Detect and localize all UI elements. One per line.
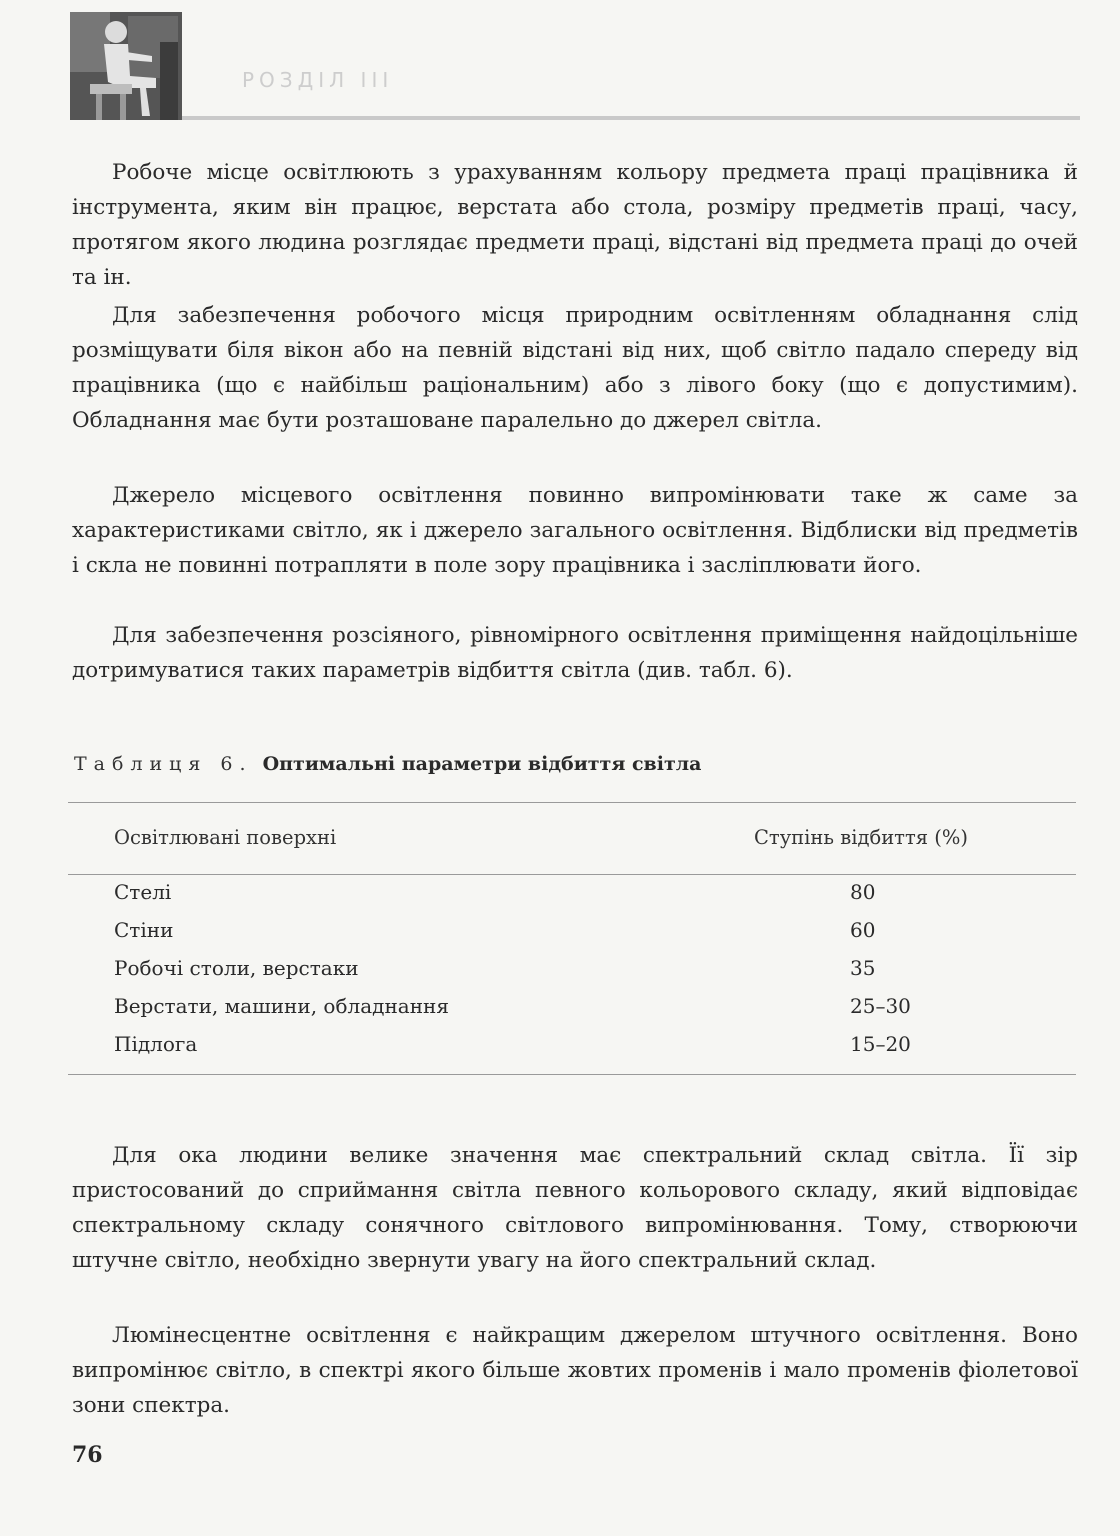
table-cell-surface: Робочі столи, верстаки [114,956,359,980]
page-number: 76 [72,1442,103,1468]
page-header [70,12,1080,122]
table-cell-value: 25–30 [850,994,911,1018]
table-header-reflection: Ступінь відбиття (%) [754,826,969,849]
table-rule-header [68,874,1076,875]
table-row [68,876,1076,914]
table-caption [74,753,701,775]
table-caption-label: Таблиця 6. [74,753,253,775]
paragraph: Для ока людини велике значення має спектральний склад світла. Її зір пристосований до сприймання світла певного кольорового складу, який відповідає спектральному складу сонячного світлового випромінювання. Тому, створюючи штучне світло, необхідно звернути увагу на його спектральний склад. [72,1143,1078,1273]
table-cell-value: 35 [850,956,876,980]
paragraph: Для забезпечення розсіяного, рівномірного освітлення приміщення найдоцільніше дотримуватися таких параметрів відбиття світла (див. табл. 6). [72,623,1078,683]
table-cell-value: 60 [850,918,876,942]
paragraph: Робоче місце освітлюють з урахуванням кольору предмета праці працівника й інструмента, яким він працює, верстата або стола, розміру предметів праці, часу, протягом якого людина розглядає предмети праці, відстані від предмета праці до очей та ін. [72,160,1078,290]
reflection-table [68,802,1076,1076]
table-rule-bottom [68,1074,1076,1075]
table-row [68,990,1076,1028]
paragraph: Для забезпечення робочого місця природним освітленням обладнання слід розміщувати біля вікон або на певній відстані від них, щоб світло падало спереду від працівника (що є найбільш раціональним) або з лівого боку (що є допустимим). Обладнання має бути розташоване паралельно до джерел світла. [72,303,1078,433]
table-row [68,914,1076,952]
table-rule-top [68,802,1076,803]
table-cell-surface: Стелі [114,880,172,904]
table-cell-value: 80 [850,880,876,904]
table-cell-surface: Верстати, машини, обладнання [114,994,449,1018]
table-body [68,876,1076,1066]
paragraph: Люмінесцентне освітлення є найкращим джерелом штучного освітлення. Воно випромінює світло, в спектрі якого більше жовтих променів і мало променів фіолетової зони спектра. [72,1323,1078,1418]
table-cell-surface: Стіни [114,918,174,942]
table-cell-surface: Підлога [114,1032,198,1056]
table-header-surfaces: Освітлювані поверхні [114,826,337,849]
table-cell-value: 15–20 [850,1032,911,1056]
paragraph: Джерело місцевого освітлення повинно випромінювати таке ж саме за характеристиками світло, як і джерело загального освітлення. Відблиски від предметів і скла не повинні потрапляти в поле зору працівника і засліплювати його. [72,483,1078,578]
section-label: РОЗДІЛ III [242,68,394,92]
table-row [68,952,1076,990]
table-row [68,1028,1076,1066]
table-caption-title: Оптимальні параметри відбиття світла [262,753,702,775]
seated-worker-icon [70,12,182,120]
header-rule [182,116,1080,120]
